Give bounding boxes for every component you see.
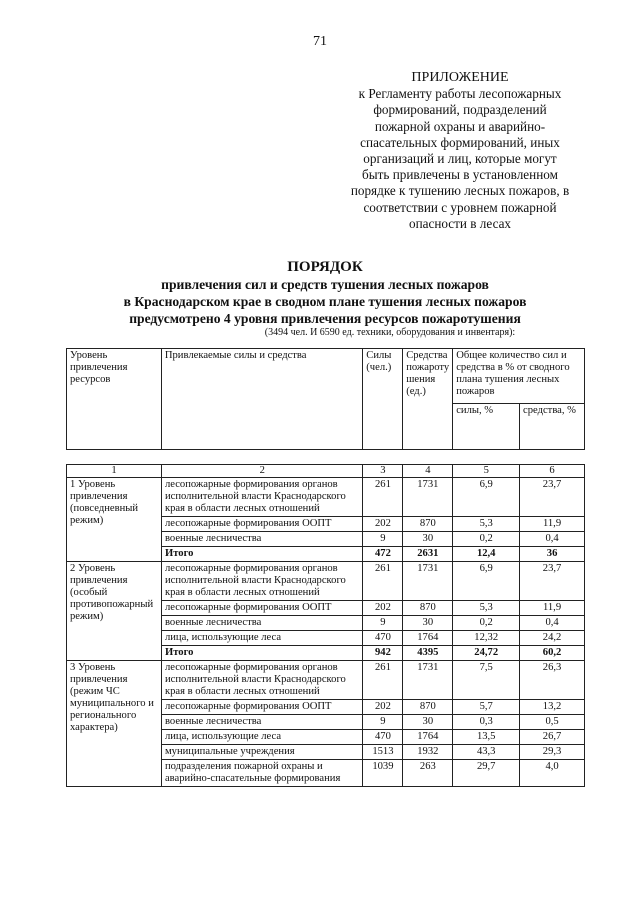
pct-means-cell: 24,2 (520, 631, 585, 646)
appendix-line: быть привлечены в установленном (362, 167, 558, 183)
pct-means-cell: 0,4 (520, 616, 585, 631)
column-index: 5 (453, 465, 520, 478)
column-index: 1 (67, 465, 162, 478)
pct-people-cell: 6,9 (453, 562, 520, 601)
means-cell: 1731 (403, 478, 453, 517)
forces-cell: Итого (161, 646, 362, 661)
title-line: привлечения сил и средств тушения лесных пожаров (161, 277, 489, 292)
table-row (67, 562, 585, 601)
header-table (66, 348, 585, 450)
table-row (67, 478, 585, 517)
forces-cell: военные лесничества (161, 616, 362, 631)
appendix-line: спасательных формирований, иных (360, 134, 560, 150)
pct-means-cell: 11,9 (520, 517, 585, 532)
header-pct-means: средства, % (520, 404, 585, 450)
pct-people-cell: 5,3 (453, 601, 520, 616)
forces-cell: лесопожарные формирования ООПТ (161, 700, 362, 715)
pct-people-cell: 6,9 (453, 478, 520, 517)
people-cell: 261 (363, 478, 403, 517)
means-cell: 1932 (403, 745, 453, 760)
means-cell: 30 (403, 532, 453, 547)
means-cell: 1764 (403, 631, 453, 646)
forces-cell: военные лесничества (161, 532, 362, 547)
people-cell: 942 (363, 646, 403, 661)
pct-means-cell: 26,7 (520, 730, 585, 745)
means-cell: 30 (403, 616, 453, 631)
header-forces: Привлекаемые силы и средства (161, 349, 362, 450)
pct-means-cell: 11,9 (520, 601, 585, 616)
pct-means-cell: 0,5 (520, 715, 585, 730)
forces-cell: муниципальные учреждения (161, 745, 362, 760)
column-index: 4 (403, 465, 453, 478)
means-cell: 870 (403, 601, 453, 616)
people-cell: 202 (363, 517, 403, 532)
appendix-line: порядке к тушению лесных пожаров, в (350, 183, 570, 199)
people-cell: 202 (363, 601, 403, 616)
forces-cell: лица, использующие леса (161, 730, 362, 745)
resources-table (66, 464, 585, 787)
pct-people-cell: 0,3 (453, 715, 520, 730)
pct-means-cell: 23,7 (520, 478, 585, 517)
pct-people-cell: 12,32 (453, 631, 520, 646)
title-note: (3494 чел. И 6590 ед. техники, оборудования и инвентаря): (264, 327, 516, 338)
column-index: 6 (520, 465, 585, 478)
people-cell: 1039 (363, 760, 403, 787)
forces-cell: лесопожарные формирования органов исполнительной власти Краснодарского края в области лесных отношений (161, 562, 362, 601)
level-cell: 1 Уровень привлечения (повседневный режим) (67, 478, 162, 562)
pct-people-cell: 0,2 (453, 532, 520, 547)
means-cell: 30 (403, 715, 453, 730)
pct-people-cell: 13,5 (453, 730, 520, 745)
pct-means-cell: 13,2 (520, 700, 585, 715)
level-cell: 3 Уровень привлечения (режим ЧС муниципального и регионального характера) (67, 661, 162, 787)
header-pct-people: силы, % (453, 404, 520, 450)
pct-people-cell: 7,5 (453, 661, 520, 700)
header-means: Средства пожароту шения (ед.) (403, 349, 453, 450)
means-cell: 870 (403, 700, 453, 715)
appendix-text (330, 86, 590, 232)
appendix-line: организаций и лиц, которые могут (363, 151, 557, 167)
table-row (67, 661, 585, 700)
pct-people-cell: 29,7 (453, 760, 520, 787)
appendix-line: опасности в лесах (408, 215, 512, 231)
people-cell: 261 (363, 562, 403, 601)
forces-cell: лица, использующие леса (161, 631, 362, 646)
means-cell: 2631 (403, 547, 453, 562)
forces-cell: лесопожарные формирования ООПТ (161, 517, 362, 532)
pct-means-cell: 26,3 (520, 661, 585, 700)
means-cell: 263 (403, 760, 453, 787)
appendix-line: к Регламенту работы лесопожарных (358, 86, 562, 102)
header-people: Силы (чел.) (363, 349, 403, 450)
title-line: предусмотрено 4 уровня привлечения ресурсов пожаротушения (129, 311, 521, 326)
forces-cell: лесопожарные формирования органов исполнительной власти Краснодарского края в области лесных отношений (161, 661, 362, 700)
pct-means-cell: 23,7 (520, 562, 585, 601)
forces-cell: лесопожарные формирования органов исполнительной власти Краснодарского края в области лесных отношений (161, 478, 362, 517)
means-cell: 870 (403, 517, 453, 532)
means-cell: 4395 (403, 646, 453, 661)
pct-means-cell: 4,0 (520, 760, 585, 787)
header-total: Общее количество сил и средства в % от сводного плана тушения лесных пожаров (453, 349, 585, 404)
people-cell: 1513 (363, 745, 403, 760)
forces-cell: подразделения пожарной охраны и аварийно-спасательные формирования (161, 760, 362, 787)
means-cell: 1764 (403, 730, 453, 745)
forces-cell: Итого (161, 547, 362, 562)
pct-people-cell: 24,72 (453, 646, 520, 661)
pct-people-cell: 12,4 (453, 547, 520, 562)
column-index: 3 (363, 465, 403, 478)
document-title (60, 259, 590, 327)
title-line: в Краснодарском крае в сводном плане тушения лесных пожаров (123, 294, 527, 309)
column-index: 2 (161, 465, 362, 478)
forces-cell: лесопожарные формирования ООПТ (161, 601, 362, 616)
people-cell: 470 (363, 730, 403, 745)
appendix-block (330, 70, 590, 232)
pct-people-cell: 43,3 (453, 745, 520, 760)
level-cell: 2 Уровень привлечения (особый противопожарный режим) (67, 562, 162, 661)
people-cell: 472 (363, 547, 403, 562)
means-cell: 1731 (403, 562, 453, 601)
title-main: ПОРЯДОК (287, 259, 363, 275)
appendix-line: пожарной охраны и аварийно- (374, 118, 546, 134)
appendix-line: формирований, подразделений (373, 102, 547, 118)
pct-means-cell: 0,4 (520, 532, 585, 547)
means-cell: 1731 (403, 661, 453, 700)
pct-people-cell: 0,2 (453, 616, 520, 631)
people-cell: 470 (363, 631, 403, 646)
pct-people-cell: 5,3 (453, 517, 520, 532)
people-cell: 202 (363, 700, 403, 715)
pct-means-cell: 36 (520, 547, 585, 562)
header-level: Уровень привлечения ресурсов (67, 349, 162, 450)
people-cell: 9 (363, 616, 403, 631)
pct-means-cell: 60,2 (520, 646, 585, 661)
pct-means-cell: 29,3 (520, 745, 585, 760)
page-number: 71 (313, 34, 327, 49)
forces-cell: военные лесничества (161, 715, 362, 730)
pct-people-cell: 5,7 (453, 700, 520, 715)
appendix-line: соответствии с уровнем пожарной (363, 199, 557, 215)
column-index-row (67, 465, 585, 478)
people-cell: 9 (363, 532, 403, 547)
appendix-heading: ПРИЛОЖЕНИЕ (411, 70, 509, 85)
people-cell: 261 (363, 661, 403, 700)
people-cell: 9 (363, 715, 403, 730)
